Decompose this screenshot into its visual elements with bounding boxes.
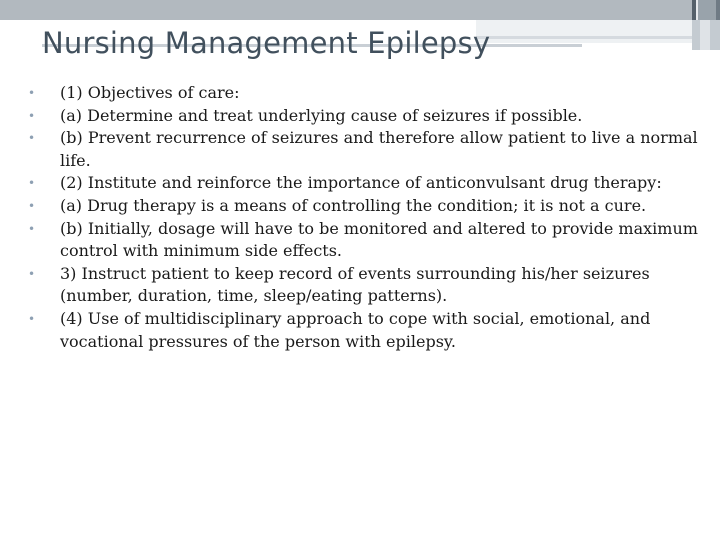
list-item-text: 3) Instruct patient to keep record of events surrounding his/her seizures (number, duration, time, sleep/eating patterns). bbox=[60, 263, 650, 306]
list-item bbox=[28, 308, 700, 353]
list-item bbox=[28, 263, 700, 308]
slide-title: Nursing Management Epilepsy bbox=[42, 26, 491, 60]
list-item-text: (a) Drug therapy is a means of controlling the condition; it is not a cure. bbox=[60, 195, 647, 215]
bullet-icon: • bbox=[28, 176, 36, 191]
bullet-icon: • bbox=[28, 198, 36, 213]
header-bar-edge bbox=[716, 0, 720, 20]
bullet-list bbox=[28, 82, 700, 353]
bullet-icon: • bbox=[28, 221, 36, 236]
list-item bbox=[28, 195, 700, 218]
list-item bbox=[28, 172, 700, 195]
bullet-icon: • bbox=[28, 86, 36, 100]
list-item bbox=[28, 105, 700, 128]
header-bar-lower bbox=[476, 20, 692, 43]
list-item-text: (2) Institute and reinforce the importance of anticonvulsant drug therapy: bbox=[60, 173, 662, 193]
list-item-text: (b) Initially, dosage will have to be monitored and altered to provide maximum control with minimum side effects. bbox=[60, 218, 698, 261]
list-item-text: (4) Use of multidisciplinary approach to cope with social, emotional, and vocational pressures of the person with epilepsy. bbox=[60, 308, 651, 351]
header-bar-right-lower-inner bbox=[700, 20, 710, 50]
list-item-text: (a) Determine and treat underlying cause of seizures if possible. bbox=[60, 105, 583, 125]
list-item bbox=[28, 82, 700, 105]
bullet-icon: • bbox=[28, 108, 36, 123]
list-item bbox=[28, 218, 700, 263]
list-item bbox=[28, 127, 700, 172]
bullet-icon: • bbox=[28, 131, 36, 146]
bullet-icon: • bbox=[28, 311, 36, 326]
header-bar bbox=[0, 0, 692, 20]
list-item-text: (1) Objectives of care: bbox=[60, 83, 240, 102]
header-bar-lower-line bbox=[476, 36, 692, 39]
bullet-icon: • bbox=[28, 266, 36, 281]
header-bar-block bbox=[698, 0, 716, 20]
list-item-text: (b) Prevent recurrence of seizures and therefore allow patient to live a normal life. bbox=[60, 128, 698, 170]
